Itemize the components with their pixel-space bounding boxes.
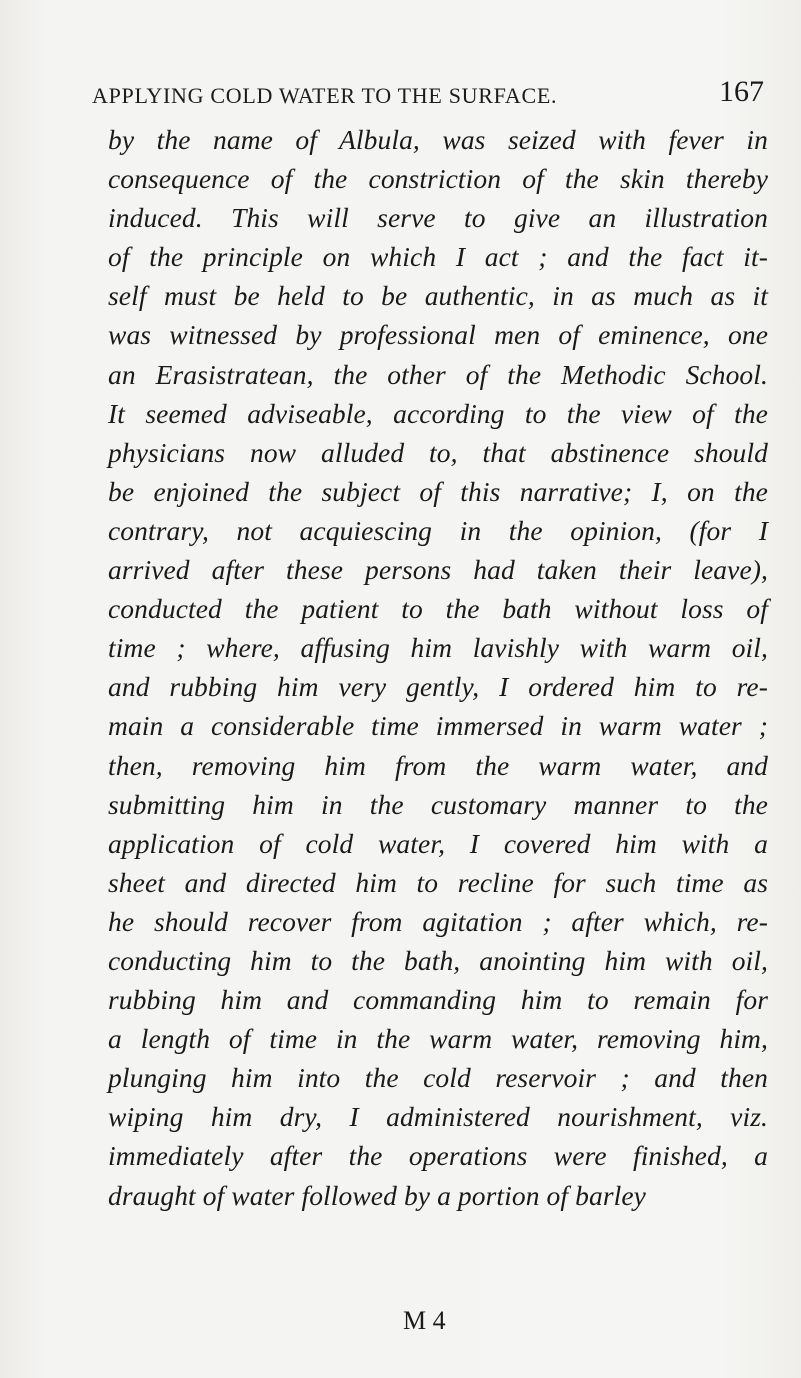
text-line: main a considerable time immersed in warm water ;	[108, 710, 768, 742]
text-line: consequence of the constriction of the skin thereby	[108, 163, 768, 195]
text-line: draught of water followed by a portion of barley	[108, 1179, 646, 1211]
text-line: self must be held to be authentic, in as much as it	[108, 280, 768, 312]
text-line: then, removing him from the warm water, and	[108, 749, 768, 781]
text-line: conducting him to the bath, anointing him with oil,	[108, 944, 768, 976]
text-line: induced. This will serve to give an illustration	[108, 202, 768, 234]
text-line: was witnessed by professional men of eminence, one	[108, 319, 768, 351]
text-line: immediately after the operations were finished, a	[108, 1140, 768, 1172]
text-line: he should recover from agitation ; after which, re-	[108, 905, 768, 937]
signature-mark: M 4	[403, 1306, 446, 1335]
text-line: an Erasistratean, the other of the Methodic School.	[108, 358, 768, 390]
running-head	[92, 75, 764, 115]
text-line: of the principle on which I act ; and the fact it-	[108, 241, 768, 273]
text-line: rubbing him and commanding him to remain for	[108, 984, 768, 1016]
body-text	[108, 120, 768, 1215]
text-line: sheet and directed him to recline for such time as	[108, 866, 768, 898]
text-line: plunging him into the cold reservoir ; and then	[108, 1062, 768, 1094]
text-line: be enjoined the subject of this narrative; I, on the	[108, 475, 768, 507]
text-line: physicians now alluded to, that abstinence should	[108, 436, 768, 468]
text-line: submitting him in the customary manner to the	[108, 788, 768, 820]
text-line: conducted the patient to the bath without loss of	[108, 593, 768, 625]
text-line: It seemed adviseable, according to the view of the	[108, 397, 768, 429]
text-line: contrary, not acquiescing in the opinion, (for I	[108, 514, 768, 546]
text-line: by the name of Albula, was seized with fever in	[108, 124, 768, 155]
text-line: time ; where, affusing him lavishly with warm oil,	[108, 632, 768, 664]
running-head-title: APPLYING COLD WATER TO THE SURFACE.	[92, 83, 558, 108]
text-line: and rubbing him very gently, I ordered him to re-	[108, 671, 768, 703]
text-line: arrived after these persons had taken their leave),	[108, 554, 768, 586]
page-number: 167	[719, 75, 764, 108]
text-line: application of cold water, I covered him with a	[108, 827, 768, 859]
text-line: wiping him dry, I administered nourishment, viz.	[108, 1101, 768, 1133]
text-line: a length of time in the warm water, removing him,	[108, 1023, 768, 1055]
